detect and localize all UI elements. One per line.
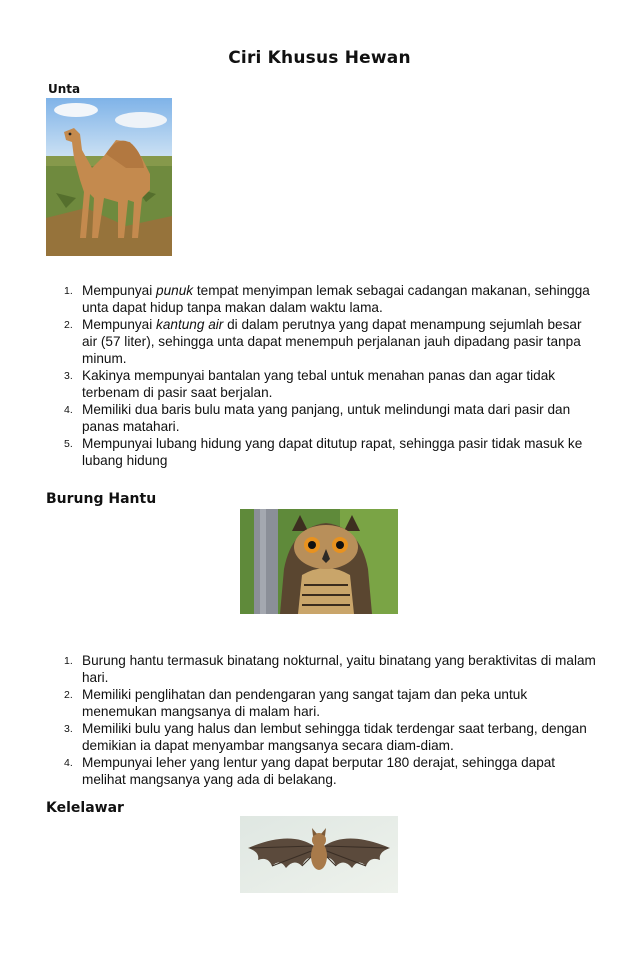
list-item: 2. Mempunyai kantung air di dalam perutnya yang dapat menampung sejumlah besar air (57 liter), sehingga unta dapat menempuh perjalanan jauh dipadang pasir tanpa minum.	[64, 317, 582, 366]
section-heading-kelelawar: Kelelawar	[46, 800, 124, 816]
camel-traits-list	[64, 282, 597, 469]
page-title: Ciri Khusus Hewan	[228, 48, 411, 68]
list-item: 1. Mempunyai punuk tempat menyimpan lemak sebagai cadangan makanan, sehingga unta dapat hidup tanpa makan dalam waktu lama.	[64, 283, 590, 315]
list-item: 5. Mempunyai lubang hidung yang dapat ditutup rapat, sehingga pasir tidak masuk ke lubang hidung	[64, 436, 583, 468]
list-item: 2. Memiliki penglihatan dan pendengaran yang sangat tajam dan peka untuk menemukan mangsanya di malam hari.	[64, 687, 528, 719]
list-item: 3. Kakinya mempunyai bantalan yang tebal untuk menahan panas dan agar tidak terbenam di pasir saat berjalan.	[64, 368, 556, 400]
list-item: 3. Memiliki bulu yang halus dan lembut sehingga tidak terdengar saat terbang, dengan demikian ia dapat menyambar mangsanya secara diam-diam.	[64, 721, 587, 753]
section-heading-burung-hantu: Burung Hantu	[46, 491, 157, 507]
bat-photo	[240, 816, 398, 893]
list-item: 1. Burung hantu termasuk binatang nokturnal, yaitu binatang yang beraktivitas di malam hari.	[64, 653, 596, 685]
owl-traits-list	[64, 652, 597, 788]
list-item: 4. Memiliki dua baris bulu mata yang panjang, untuk melindungi mata dari pasir dan panas matahari.	[64, 402, 571, 434]
owl-photo	[240, 509, 398, 614]
section-heading-unta: Unta	[48, 82, 81, 96]
camel-photo	[46, 98, 172, 256]
list-item: 4. Mempunyai leher yang lentur yang dapat berputar 180 derajat, sehingga dapat melihat mangsanya yang ada di belakang.	[64, 755, 556, 787]
